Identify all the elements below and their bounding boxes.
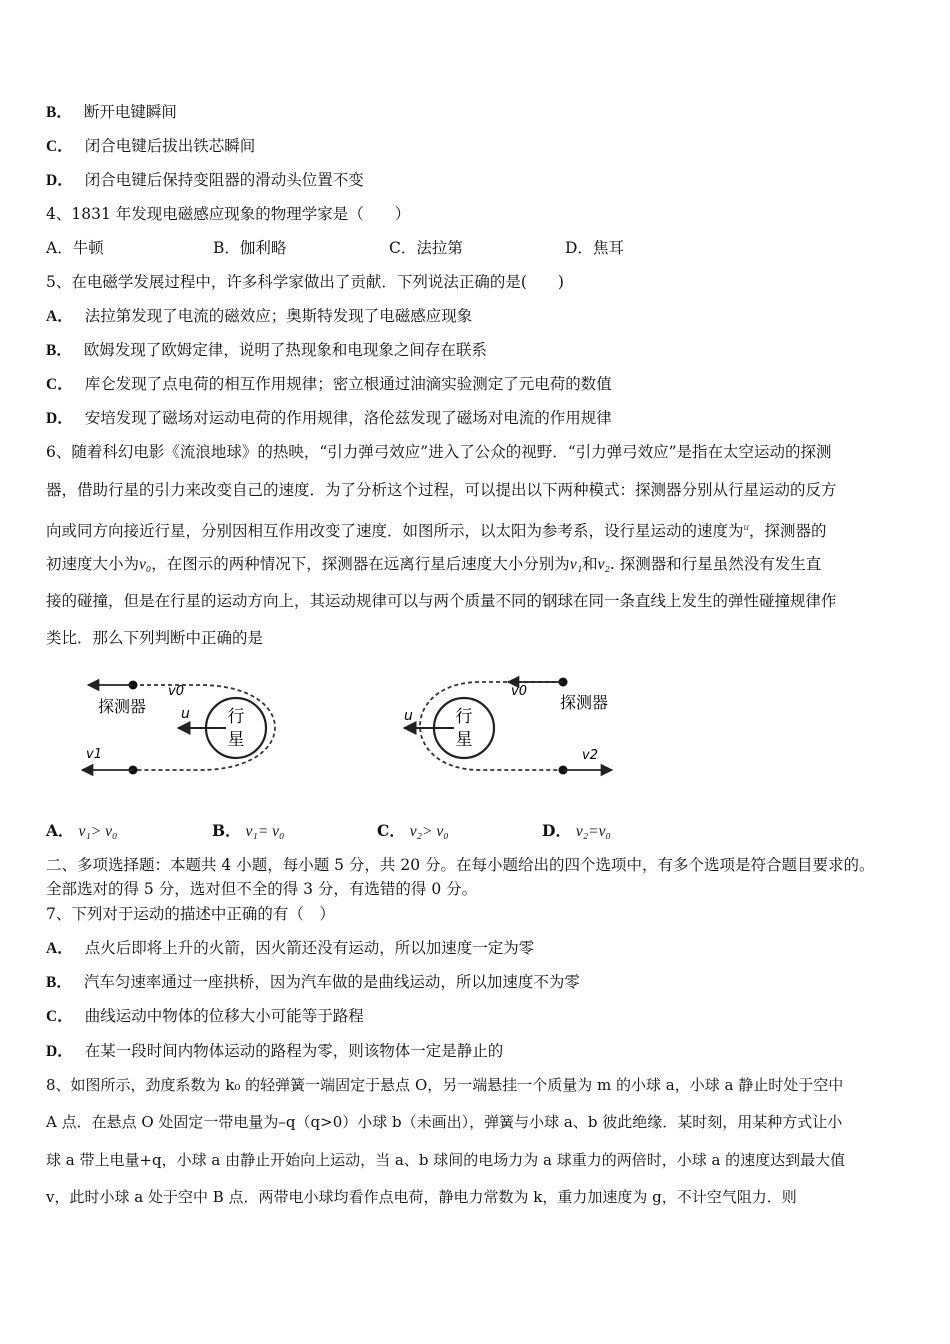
q6-text: ，在图示的两种情况下，探测器在远离行星后速度大小分别为	[151, 555, 570, 573]
q5-stem: 5、在电磁学发展过程中，许多科学家做出了贡献．下列说法正确的是( )	[46, 273, 564, 291]
u-symbol: u	[743, 521, 750, 533]
q6-text: . 探测器和行星虽然没有发生直	[609, 555, 822, 573]
q3-option-b[interactable]	[46, 102, 177, 123]
option-label: D．	[46, 1043, 73, 1060]
option-label: B．	[46, 342, 72, 359]
q4-option-b[interactable]	[213, 238, 286, 258]
right-u-label: u	[404, 708, 413, 724]
option-text: 伽利略	[239, 239, 287, 257]
right-planet-char2: 星	[455, 730, 473, 750]
option-text: 闭合电键后拔出铁芯瞬间	[84, 137, 256, 155]
q3-option-d[interactable]	[46, 170, 364, 191]
q6-line-4	[46, 554, 821, 575]
q4-option-c[interactable]	[389, 238, 463, 258]
option-text: 闭合电键后保持变阻器的滑动头位置不变	[84, 171, 364, 189]
left-v0-label: v0	[168, 684, 184, 699]
option-label: C．	[377, 821, 405, 840]
q6-text: 和	[582, 555, 598, 573]
option-label: D．	[46, 410, 73, 427]
v0-symbol: v₀	[139, 556, 152, 573]
section2-line-1: 二、多项选择题：本题共 4 小题，每小题 5 分，共 20 分。在每小题给出的四个选项中，有多个选项是符合题目要求的。	[46, 856, 875, 874]
q7-option-c[interactable]	[46, 1006, 364, 1027]
q6-text: 初速度大小为	[46, 555, 140, 573]
left-planet-char2: 星	[227, 730, 245, 750]
q3-option-c[interactable]	[46, 136, 255, 157]
left-probe-label: 探测器	[98, 697, 147, 716]
option-text: 牛顿	[72, 239, 104, 257]
option-text: 法拉第	[416, 239, 463, 257]
q7-stem: 7、下列对于运动的描述中正确的有（ ）	[46, 905, 335, 923]
q6-text: 向或同方向接近行星，分别因相互作用改变了速度．如图所示，以太阳为参考系，设行星运动的速度为	[46, 522, 744, 540]
left-diagram	[82, 681, 275, 775]
q6-option-d[interactable]	[542, 821, 611, 842]
right-probe-label: 探测器	[560, 693, 609, 712]
option-label: C．	[46, 1008, 73, 1025]
right-v2-label: v2	[582, 748, 598, 763]
right-v0-label: v0	[511, 684, 527, 699]
option-label: A．	[46, 239, 73, 257]
q7-option-b[interactable]	[46, 972, 580, 993]
q6-line-2: 器，借助行星的引力来改变自己的速度．为了分析这个过程，可以提出以下两种模式：探测器分别从行星运动的反方	[46, 481, 837, 499]
left-u-label: u	[181, 706, 190, 722]
q7-option-a[interactable]	[46, 938, 534, 959]
option-label: D．	[565, 239, 593, 257]
q5-option-b[interactable]	[46, 340, 487, 361]
option-label: B．	[46, 974, 72, 991]
q6-option-c[interactable]	[377, 821, 449, 842]
option-label: B．	[213, 239, 240, 257]
q4-stem: 4、1831 年发现电磁感应现象的物理学家是（ ）	[46, 205, 411, 223]
q6-line-6: 类比．那么下列判断中正确的是	[46, 629, 264, 647]
option-text: v₁= v₀	[245, 823, 285, 840]
option-text: 曲线运动中物体的位移大小可能等于路程	[84, 1007, 364, 1025]
q5-option-a[interactable]	[46, 306, 472, 327]
left-v1-label: v1	[86, 747, 102, 762]
option-label: C．	[46, 138, 73, 155]
q6-text: ，探测器的	[749, 522, 827, 540]
right-planet-char1: 行	[455, 707, 473, 727]
option-label: C．	[389, 239, 417, 257]
option-label: D．	[542, 821, 571, 840]
option-text: v₁> v₀	[78, 823, 118, 840]
q5-option-d[interactable]	[46, 408, 612, 429]
q4-option-a[interactable]	[46, 238, 104, 258]
q7-option-d[interactable]	[46, 1041, 503, 1062]
q6-option-a[interactable]	[46, 821, 117, 842]
option-label: D．	[46, 172, 73, 189]
option-text: 法拉第发现了电流的磁效应；奥斯特发现了电磁感应现象	[84, 307, 473, 325]
right-diagram	[404, 678, 612, 775]
option-label: A．	[46, 308, 73, 325]
q6-line-3	[46, 517, 827, 541]
option-label: A．	[46, 940, 73, 957]
option-label: C．	[46, 376, 73, 393]
q8-line-3: 球 a 带上电量+q，小球 a 由静止开始向上运动，当 a、b 球间的电场力为 a 球重力的两倍时，小球 a 的速度达到最大值	[46, 1151, 846, 1169]
q6-option-b[interactable]	[212, 821, 284, 842]
option-text: 断开电键瞬间	[83, 103, 177, 121]
option-text: v₂> v₀	[409, 823, 449, 840]
option-text: 汽车匀速率通过一座拱桥，因为汽车做的是曲线运动，所以加速度不为零	[83, 973, 580, 991]
option-text: 安培发现了磁场对运动电荷的作用规律，洛伦兹发现了磁场对电流的作用规律	[84, 409, 612, 427]
option-label: B．	[46, 104, 72, 121]
option-text: v₂=v₀	[575, 823, 611, 840]
option-text: 点火后即将上升的火箭，因火箭还没有运动，所以加速度一定为零	[84, 939, 535, 957]
q5-option-c[interactable]	[46, 374, 612, 395]
option-text: 欧姆发现了欧姆定律，说明了热现象和电现象之间存在联系	[83, 341, 487, 359]
q4-option-d[interactable]	[565, 238, 624, 258]
q8-line-2: A 点．在悬点 O 处固定一带电量为–q（q>0）小球 b（未画出），弹簧与小球 a、b 彼此绝缘．某时刻，用某种方式让小	[46, 1113, 843, 1131]
option-text: 库仑发现了点电荷的相互作用规律；密立根通过油滴实验测定了元电荷的数值	[84, 375, 612, 393]
section2-line-2: 全部选对的得 5 分，选对但不全的得 3 分，有选错的得 0 分。	[46, 880, 478, 898]
left-planet-char1: 行	[227, 707, 245, 727]
option-label: A．	[46, 821, 74, 840]
v1-symbol: v₁	[569, 556, 583, 573]
q8-line-4: v，此时小球 a 处于空中 B 点．两带电小球均看作点电荷，静电力常数为 k，重力加速度为 g，不计空气阻力．则	[46, 1188, 797, 1206]
gravity-slingshot-figure	[0, 660, 950, 790]
v2-symbol: v₂	[597, 556, 610, 573]
option-label: B．	[212, 821, 241, 840]
option-text: 焦耳	[592, 239, 624, 257]
q6-line-1: 6、随着科幻电影《流浪地球》的热映，“引力弹弓效应”进入了公众的视野．“引力弹弓效应”是指在太空运动的探测	[46, 443, 832, 461]
q8-line-1: 8、如图所示，劲度系数为 k₀ 的轻弹簧一端固定于悬点 O，另一端悬挂一个质量为 m 的小球 a，小球 a 静止时处于空中	[46, 1076, 844, 1094]
option-text: 在某一段时间内物体运动的路程为零，则该物体一定是静止的	[84, 1042, 504, 1060]
q6-line-5: 接的碰撞，但是在行星的运动方向上，其运动规律可以与两个质量不同的钢球在同一条直线上发生的弹性碰撞规律作	[46, 592, 837, 610]
